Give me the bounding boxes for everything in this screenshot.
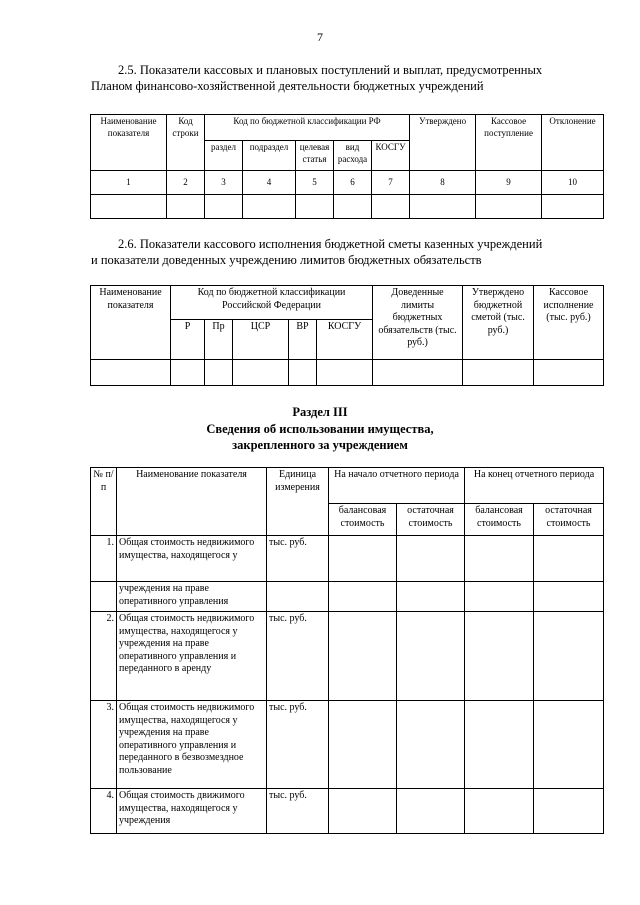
s25-col-approved: Утверждено: [410, 115, 476, 171]
row-name: Общая стоимость недвижимого имущества, находящегося у учреждения на праве оперативного управления и переданного в безвозмездное пользование: [117, 701, 267, 789]
value-cell: [329, 536, 397, 582]
s26-empty-cell: [463, 360, 534, 386]
value-cell: [465, 612, 534, 701]
row-name: Общая стоимость движимого имущества, находящегося у учреждения: [117, 789, 267, 834]
s25-empty-cell: [372, 195, 410, 219]
s26-col-limits: Доведенные лимиты бюджетных обязательств (тыс. руб.): [373, 286, 463, 360]
s26-subcol: Пр: [205, 320, 233, 360]
row-name: Общая стоимость недвижимого имущества, находящегося у учреждения на праве оперативного управления и переданного в аренду: [117, 612, 267, 701]
s25-heading-line2: Планом финансово-хозяйственной деятельности бюджетных учреждений: [91, 79, 484, 93]
s25-subcol: вид расхода: [334, 141, 372, 171]
row-unit: тыс. руб.: [267, 789, 329, 834]
s26-empty-cell: [205, 360, 233, 386]
s26-heading-line2: и показатели доведенных учреждению лимитов бюджетных обязательств: [91, 253, 482, 267]
s25-empty-cell: [243, 195, 296, 219]
s26-subcol: ВР: [289, 320, 317, 360]
col-unit: Единица измерения: [267, 468, 329, 536]
col-period-start: На начало отчетного периода: [329, 468, 465, 504]
row-num: 1.: [91, 536, 117, 582]
subcol-residual-start: остаточная стоимость: [397, 504, 465, 536]
s25-num: 6: [334, 171, 372, 195]
table-row: [91, 701, 604, 789]
value-cell: [397, 582, 465, 612]
row-unit: тыс. руб.: [267, 536, 329, 582]
value-cell: [397, 789, 465, 834]
s25-num: 4: [243, 171, 296, 195]
s26-subcol: Р: [171, 320, 205, 360]
s26-empty-cell: [534, 360, 604, 386]
row-name: учреждения на праве оперативного управления: [117, 582, 267, 612]
value-cell: [329, 701, 397, 789]
s25-num: 2: [167, 171, 205, 195]
s25-col-name: Наименование показателя: [91, 115, 167, 171]
row-num: 4.: [91, 789, 117, 834]
row-unit: [267, 582, 329, 612]
value-cell: [329, 582, 397, 612]
subcol-balance-start: балансовая стоимость: [329, 504, 397, 536]
s25-col-deviation: Отклонение: [542, 115, 604, 171]
value-cell: [465, 582, 534, 612]
s25-empty-cell: [91, 195, 167, 219]
value-cell: [397, 536, 465, 582]
row-num: [91, 582, 117, 612]
row-unit: тыс. руб.: [267, 701, 329, 789]
s26-empty-cell: [317, 360, 373, 386]
value-cell: [534, 701, 604, 789]
value-cell: [465, 789, 534, 834]
s25-num: 3: [205, 171, 243, 195]
s26-col-cash: Кассовое исполнение (тыс. руб.): [534, 286, 604, 360]
s25-empty-cell: [205, 195, 243, 219]
s25-num: 5: [296, 171, 334, 195]
value-cell: [397, 701, 465, 789]
col-num: № п/п: [91, 468, 117, 536]
s26-empty-cell: [233, 360, 289, 386]
section3-subtitle-line1: Сведения об использовании имущества,: [206, 422, 434, 436]
s26-col-bk: Код по бюджетной классификации Российской Федерации: [171, 286, 373, 320]
s26-subcol: КОСГУ: [317, 320, 373, 360]
row-unit: тыс. руб.: [267, 612, 329, 701]
row-num: 2.: [91, 612, 117, 701]
col-indicator-name: Наименование показателя: [117, 468, 267, 536]
value-cell: [329, 789, 397, 834]
s26-col-approved: Утверждено бюджетной сметой (тыс. руб.): [463, 286, 534, 360]
s26-empty-cell: [171, 360, 205, 386]
row-num: 3.: [91, 701, 117, 789]
value-cell: [465, 701, 534, 789]
s26-subcol: ЦСР: [233, 320, 289, 360]
s25-empty-cell: [296, 195, 334, 219]
table-row: [91, 612, 604, 701]
table-row: [91, 536, 604, 582]
s25-heading-line1: 2.5. Показатели кассовых и плановых поступлений и выплат, предусмотренных: [118, 63, 543, 77]
subcol-residual-end: остаточная стоимость: [534, 504, 604, 536]
value-cell: [329, 612, 397, 701]
value-cell: [534, 582, 604, 612]
s25-col-code: Код строки: [167, 115, 205, 171]
s26-col-name: Наименование показателя: [91, 286, 171, 360]
s25-table: [90, 114, 604, 219]
value-cell: [397, 612, 465, 701]
s25-num: 9: [476, 171, 542, 195]
value-cell: [465, 536, 534, 582]
s25-col-bk: Код по бюджетной классификации РФ: [205, 115, 410, 141]
section3-title: Раздел III: [292, 405, 348, 419]
s25-num: 7: [372, 171, 410, 195]
property-table: [90, 467, 604, 834]
s25-empty-cell: [542, 195, 604, 219]
subcol-balance-end: балансовая стоимость: [465, 504, 534, 536]
s25-col-cash: Кассовое поступление: [476, 115, 542, 171]
s25-empty-cell: [476, 195, 542, 219]
s25-empty-cell: [334, 195, 372, 219]
section3-subtitle-line2: закрепленного за учреждением: [232, 438, 408, 452]
s26-table: [90, 285, 604, 386]
col-period-end: На конец отчетного периода: [465, 468, 604, 504]
s26-empty-cell: [91, 360, 171, 386]
s26-empty-cell: [289, 360, 317, 386]
s25-subcol: раздел: [205, 141, 243, 171]
s25-num: 10: [542, 171, 604, 195]
s25-num: 1: [91, 171, 167, 195]
s26-heading-line1: 2.6. Показатели кассового исполнения бюджетной сметы казенных учреждений: [118, 237, 543, 251]
table-row: [91, 789, 604, 834]
s25-subcol: целевая статья: [296, 141, 334, 171]
s25-num: 8: [410, 171, 476, 195]
s26-empty-cell: [373, 360, 463, 386]
value-cell: [534, 789, 604, 834]
s25-subcol: КОСГУ: [372, 141, 410, 171]
value-cell: [534, 536, 604, 582]
page-number: 7: [317, 30, 323, 44]
row-name: Общая стоимость недвижимого имущества, находящегося у: [117, 536, 267, 582]
s25-empty-cell: [410, 195, 476, 219]
value-cell: [534, 612, 604, 701]
s25-empty-cell: [167, 195, 205, 219]
table-row: [91, 582, 604, 612]
s25-subcol: подраздел: [243, 141, 296, 171]
